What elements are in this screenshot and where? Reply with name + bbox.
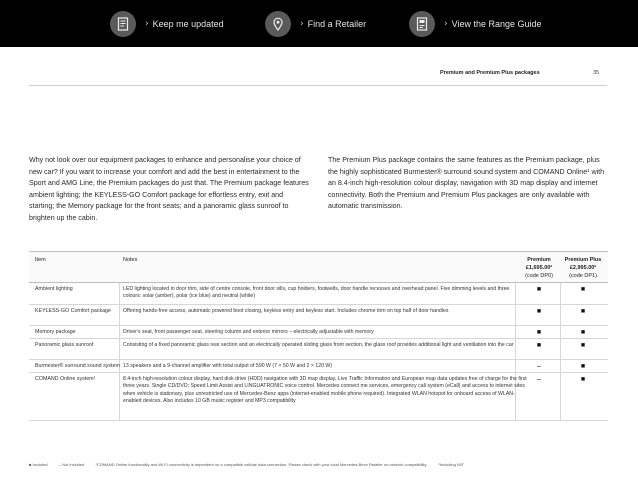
included-marker: ■ bbox=[536, 329, 542, 336]
row-item: Burmester® surround sound system bbox=[35, 363, 120, 369]
not-included-marker: – bbox=[537, 363, 541, 370]
column-header-notes: Notes bbox=[123, 257, 138, 263]
table-row bbox=[29, 305, 608, 326]
nav-view-range-guide-label: View the Range Guide bbox=[451, 19, 542, 29]
brochure-icon bbox=[110, 11, 136, 37]
included-marker: ■ bbox=[580, 286, 586, 293]
row-item: Ambient lighting bbox=[35, 286, 73, 292]
footnote-comand: ¹COMAND Online functionality and Wi-Fi connectivity is dependent on a compatible cellular data connection. Please check with your local Mercedes-Benz Retailer on network compatibility. bbox=[95, 462, 428, 467]
column-header-premium-plus bbox=[561, 256, 605, 280]
footnote-vat: ²Including VAT bbox=[438, 462, 465, 467]
legend-included: ■ Included bbox=[29, 462, 48, 467]
row-item: KEYLESS-GO Comfort package bbox=[35, 308, 111, 314]
included-marker: ■ bbox=[580, 342, 586, 349]
not-included-marker: – bbox=[537, 376, 541, 383]
packages-table bbox=[29, 251, 608, 421]
table-row bbox=[29, 360, 608, 373]
included-marker: ■ bbox=[536, 286, 542, 293]
chevron-right-icon: › bbox=[145, 19, 149, 29]
premium-name: Premium bbox=[527, 257, 551, 263]
included-marker: ■ bbox=[580, 329, 586, 336]
chevron-right-icon: › bbox=[300, 19, 304, 29]
column-header-item: Item bbox=[35, 257, 46, 263]
premium-plus-code: (code DP1) bbox=[569, 273, 597, 279]
row-notes: Driver's seat, front passenger seat, steering column and exterior mirrors – electrically adjustable with memory bbox=[123, 329, 374, 335]
row-notes: 8.4-inch high-resolution colour display, hard disk drive (HDD) navigation with 3D map display, Live Traffic Information and European map data updates free of charge for the first three years. Single CD/DVD; Speed Limit Assist and LINGUATRONIC voice control. Mercedes connect me services, emergency call system (eCall) and access to internet sites when vehicle is stationary, plus unrestricted use of Mercedes-Benz apps (internet-enabled mobile phone required). Integrated WLAN hotspot for onboard access of WLAN-enabled devices. Also includes 10 GB music register and MP3 compatibility bbox=[123, 376, 527, 405]
legend-not-included: – Not included bbox=[58, 462, 85, 467]
row-item: Memory package bbox=[35, 329, 76, 335]
row-item: COMAND Online system¹ bbox=[35, 376, 96, 382]
row-notes: Consisting of a fixed panoramic glass rear section and an electrically operated sliding glass front section, the glass roof provides additional light and ventilation into the car bbox=[123, 342, 514, 348]
included-marker: ■ bbox=[536, 342, 542, 349]
top-navigation-bar bbox=[0, 0, 638, 47]
table-row bbox=[29, 326, 608, 339]
row-notes: Offering hands-free access, automatic powered boot closing, keyless entry and keyless start. Includes chrome trim on top half of door handles bbox=[123, 308, 449, 314]
header-divider bbox=[29, 85, 607, 86]
table-row bbox=[29, 339, 608, 360]
premium-plus-price: £2,995.00² bbox=[569, 265, 597, 271]
included-marker: ■ bbox=[580, 308, 586, 315]
table-row bbox=[29, 283, 608, 305]
location-pin-icon bbox=[265, 11, 291, 37]
row-item: Panoramic glass sunroof bbox=[35, 342, 94, 348]
intro-paragraph-left: Why not look over our equipment packages to enhance and personalise your choice of new car? If you want to increase your comfort and add the best in entertainment to the Sport and AMG Line, the Premium packages do just that. The Premium package features ambient lighting; the KEYLESS-GO Comfort package for effortless entry, exit and starting; the Memory package for the front seats; and a panoramic glass sunroof to brighten up the cabin. bbox=[29, 156, 309, 222]
range-guide-icon bbox=[409, 11, 435, 37]
premium-code: (code DP0) bbox=[525, 273, 553, 279]
chevron-right-icon: › bbox=[444, 19, 448, 29]
row-notes: LED lighting located in door trim, side of centre console, front door sills, cup holders, footwells, door handle recesses and overhead panel. Five dimming levels and three colours: solar (amber), polar (ice blue) and neutral (white) bbox=[123, 286, 510, 300]
nav-keep-me-updated-label: Keep me updated bbox=[152, 19, 224, 29]
nav-keep-me-updated[interactable] bbox=[110, 11, 224, 37]
page-title: Premium and Premium Plus packages bbox=[440, 70, 540, 76]
table-header bbox=[29, 251, 608, 283]
column-header-premium bbox=[517, 256, 561, 280]
intro-paragraph-right: The Premium Plus package contains the same features as the Premium package, plus the highly sophisticated Burmester® surround sound system and COMAND Online¹ with an 8.4-inch high-resolution colour display, navigation with 3D map display and internet connectivity. Both the Premium and Premium Plus packages are only available with automatic transmission. bbox=[328, 156, 605, 210]
included-marker: ■ bbox=[580, 376, 586, 383]
nav-find-a-retailer-label: Find a Retailer bbox=[307, 19, 367, 29]
premium-price: £1,695.00² bbox=[525, 265, 553, 271]
nav-find-a-retailer[interactable] bbox=[265, 11, 366, 37]
included-marker: ■ bbox=[536, 308, 542, 315]
footnotes bbox=[29, 462, 609, 467]
included-marker: ■ bbox=[580, 363, 586, 370]
premium-plus-name: Premium Plus bbox=[564, 257, 602, 263]
page-number: 35 bbox=[593, 70, 600, 76]
row-notes: 13 speakers and a 9-channel amplifier with total output of 590 W (7 × 50 W and 2 × 120 W) bbox=[123, 363, 333, 369]
table-row bbox=[29, 373, 608, 421]
nav-view-range-guide[interactable] bbox=[409, 11, 542, 37]
